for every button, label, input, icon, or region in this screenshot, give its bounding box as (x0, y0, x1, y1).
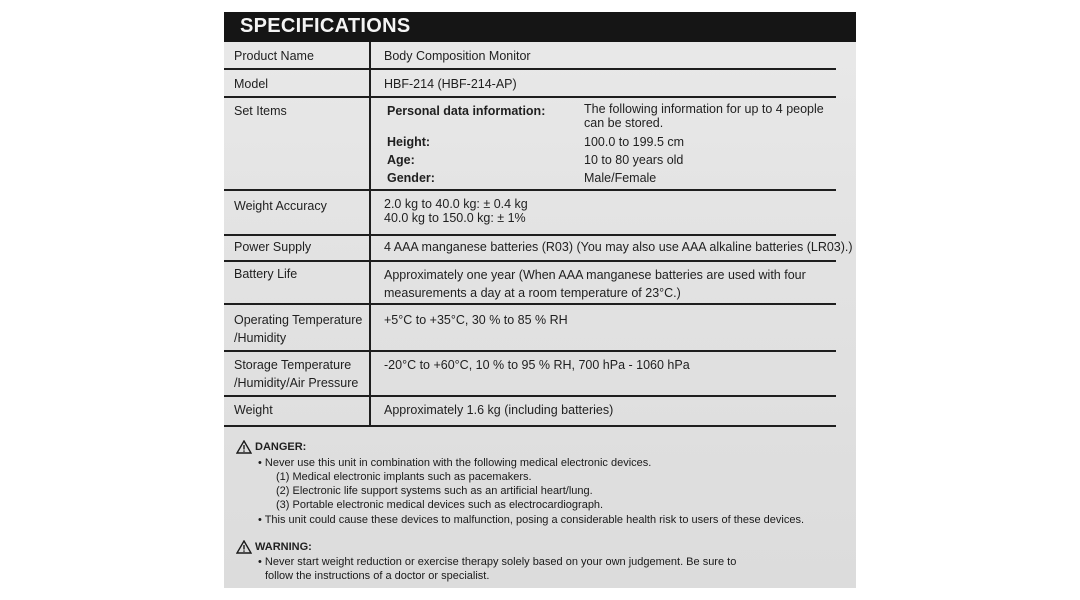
header-bar (224, 12, 856, 42)
value-battery-life: Approximately one year (When AAA manganese batteries are used with four measurements a day at a room temperature of 23°C.) (384, 268, 806, 300)
row-divider (224, 395, 836, 397)
danger-line-1: • Never use this unit in combination with the following medical electronic devices. (258, 457, 652, 469)
row-divider (224, 260, 836, 262)
value-weight: Approximately 1.6 kg (including batteries) (384, 403, 614, 417)
value-storage: -20°C to +60°C, 10 % to 95 % RH, 700 hPa - 1060 hPa (384, 358, 690, 372)
warning-line-1: • Never start weight reduction or exercise therapy solely based on your own judgement. Be sure to (258, 556, 737, 568)
personal-data-heading: Personal data information: (387, 104, 546, 118)
age-value: 10 to 80 years old (584, 153, 684, 167)
label-operating: Operating Temperature /Humidity (234, 313, 363, 345)
row-divider (224, 350, 836, 352)
age-label: Age: (387, 153, 415, 167)
danger-item-3: (3) Portable electronic medical devices such as electrocardiograph. (276, 499, 604, 511)
label-weight: Weight (234, 403, 273, 417)
value-weight-accuracy: 2.0 kg to 40.0 kg: ± 0.4 kg 40.0 kg to 150.0 kg: ± 1% (384, 197, 528, 225)
value-model: HBF-214 (HBF-214-AP) (384, 77, 517, 91)
page-title: SPECIFICATIONS (240, 15, 411, 37)
row-divider (224, 303, 836, 305)
gender-value: Male/Female (584, 171, 657, 185)
label-power-supply: Power Supply (234, 240, 312, 254)
row-divider (224, 425, 836, 427)
row-divider (224, 96, 836, 98)
danger-item-2: (2) Electronic life support systems such as an artificial heart/lung. (276, 485, 593, 497)
label-weight-accuracy: Weight Accuracy (234, 199, 327, 213)
height-label: Height: (387, 135, 431, 149)
column-divider (369, 42, 371, 427)
label-set-items: Set Items (234, 104, 287, 118)
height-value: 100.0 to 199.5 cm (584, 135, 685, 149)
label-storage: Storage Temperature /Humidity/Air Pressure (234, 358, 359, 390)
value-power-supply: 4 AAA manganese batteries (R03) (You may also use AAA alkaline batteries (LR03).) (384, 240, 853, 254)
value-operating: +5°C to +35°C, 30 % to 85 % RH (384, 313, 568, 327)
row-divider (224, 189, 836, 191)
row-divider (224, 68, 836, 70)
specifications-panel (224, 12, 856, 588)
warning-icon (236, 540, 252, 554)
label-battery-life: Battery Life (234, 267, 298, 281)
gender-label: Gender: (387, 171, 435, 185)
warning-heading: WARNING: (255, 541, 312, 553)
danger-heading: DANGER: (255, 441, 307, 453)
value-product-name: Body Composition Monitor (384, 49, 531, 63)
label-model: Model (234, 77, 269, 91)
danger-item-1: (1) Medical electronic implants such as pacemakers. (276, 471, 532, 483)
warning-line-2: follow the instructions of a doctor or specialist. (265, 570, 490, 582)
danger-line-2: • This unit could cause these devices to malfunction, posing a considerable health risk to users of these devices. (258, 514, 805, 526)
row-divider (224, 234, 836, 236)
label-product-name: Product Name (234, 49, 314, 63)
danger-icon (236, 440, 252, 454)
personal-data-description: The following information for up to 4 people can be stored. (584, 102, 824, 130)
